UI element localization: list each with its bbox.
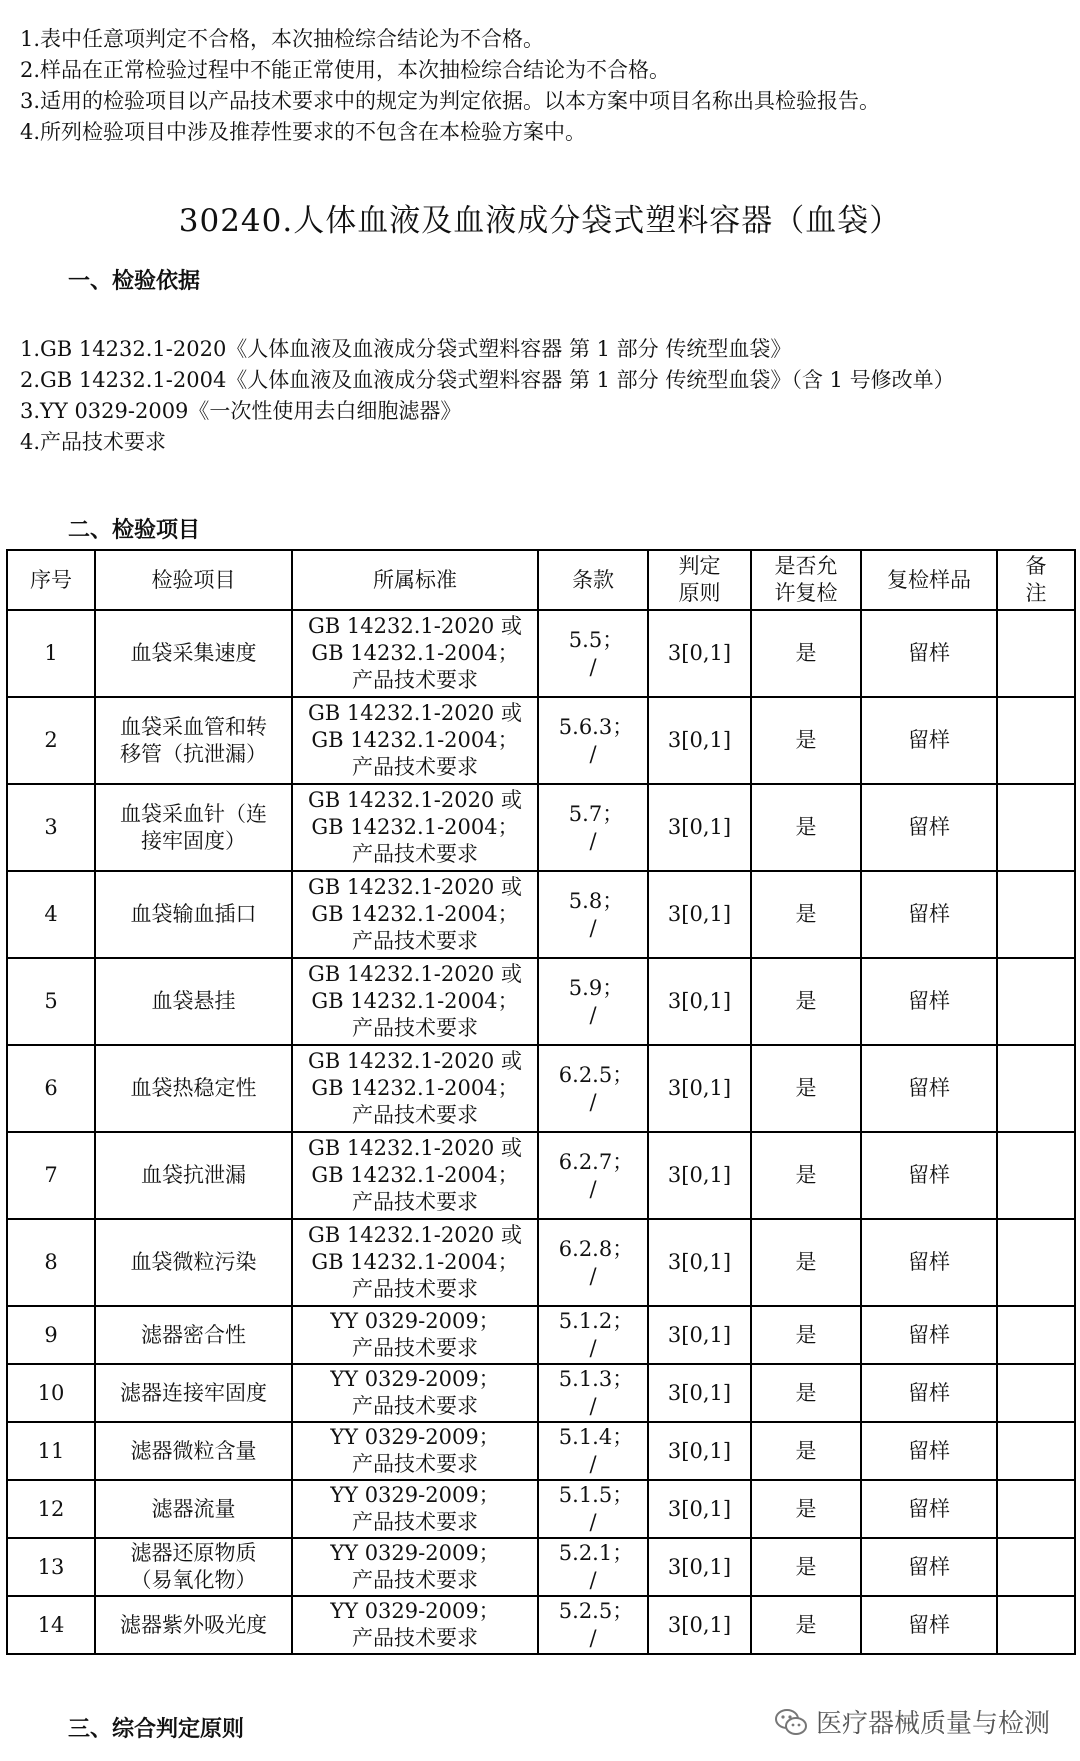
cell-sample: 留样 — [861, 1132, 997, 1219]
table-header-row — [7, 550, 1075, 610]
cell-standard-line: 产品技术要求 — [352, 1394, 478, 1418]
cell-clause-line: 6.2.5； — [558, 1062, 634, 1087]
table-row — [7, 1538, 1075, 1596]
cell-clause-line: 5.5； — [568, 627, 624, 652]
cell-principle: 3[0,1] — [648, 1219, 751, 1306]
header-text: 序号 — [30, 567, 72, 592]
cell-recheck: 是 — [751, 1596, 861, 1654]
cell-clause — [538, 1045, 648, 1132]
cell-standard-line: GB 14232.1-2020 或 — [308, 1136, 522, 1160]
cell-recheck: 是 — [751, 871, 861, 958]
cell-standard-line: GB 14232.1-2004； — [311, 1250, 519, 1274]
note-line: 4.所列检验项目中涉及推荐性要求的不包含在本检验方案中。 — [20, 120, 587, 144]
cell-recheck: 是 — [751, 697, 861, 784]
cell-clause-line: 5.2.5； — [558, 1599, 634, 1623]
notes-block — [20, 24, 1060, 148]
cell-standard-line: GB 14232.1-2004； — [311, 815, 519, 839]
cell-sample: 留样 — [861, 871, 997, 958]
cell-clause-line: / — [589, 1002, 597, 1027]
cell-clause — [538, 1132, 648, 1219]
header-item — [95, 550, 292, 610]
cell-standard-line: GB 14232.1-2020 或 — [308, 962, 522, 986]
cell-standard-line: 产品技术要求 — [352, 1016, 478, 1040]
cell-standard — [292, 1480, 538, 1538]
cell-sample: 留样 — [861, 610, 997, 697]
cell-sample: 留样 — [861, 1045, 997, 1132]
cell-remark — [997, 871, 1075, 958]
cell-standard-line: 产品技术要求 — [352, 842, 478, 866]
table-row — [7, 1422, 1075, 1480]
cell-item-line: 血袋采集速度 — [130, 641, 257, 665]
cell-clause — [538, 1422, 648, 1480]
cell-recheck: 是 — [751, 1364, 861, 1422]
cell-standard-line: GB 14232.1-2020 或 — [308, 701, 522, 725]
header-text: 条款 — [572, 567, 614, 592]
cell-item-line: 血袋采血管和转 — [120, 714, 267, 739]
cell-standard-line: 产品技术要求 — [352, 1277, 478, 1301]
basis-item: 4.产品技术要求 — [20, 430, 167, 454]
cell-sample: 留样 — [861, 1364, 997, 1422]
cell-clause-line: / — [589, 1336, 597, 1360]
cell-sample: 留样 — [861, 1538, 997, 1596]
cell-standard-line: 产品技术要求 — [352, 1190, 478, 1214]
table-row — [7, 958, 1075, 1045]
table-row — [7, 1596, 1075, 1654]
table-row — [7, 1480, 1075, 1538]
cell-item — [95, 1538, 292, 1596]
cell-standard-line: GB 14232.1-2020 或 — [308, 788, 522, 812]
wechat-icon — [774, 1707, 808, 1737]
cell-recheck: 是 — [751, 784, 861, 871]
cell-standard-line: 产品技术要求 — [352, 668, 478, 692]
cell-standard-line: 产品技术要求 — [352, 929, 478, 953]
cell-principle: 3[0,1] — [648, 697, 751, 784]
cell-no: 2 — [7, 697, 95, 784]
cell-standard-line: 产品技术要求 — [352, 755, 478, 779]
cell-item-line: 血袋热稳定性 — [130, 1076, 257, 1100]
cell-item — [95, 1364, 292, 1422]
cell-standard-line: YY 0329-2009； — [330, 1541, 500, 1565]
table-row — [7, 1219, 1075, 1306]
cell-item — [95, 1480, 292, 1538]
table-row — [7, 871, 1075, 958]
cell-clause — [538, 871, 648, 958]
cell-standard-line: 产品技术要求 — [352, 1568, 478, 1592]
cell-item-line: 滤器微粒含量 — [130, 1438, 257, 1463]
cell-principle: 3[0,1] — [648, 610, 751, 697]
cell-standard — [292, 1219, 538, 1306]
section-heading-items: 二、检验项目 — [68, 518, 201, 543]
cell-no: 5 — [7, 958, 95, 1045]
cell-principle: 3[0,1] — [648, 958, 751, 1045]
cell-clause-line: 5.6.3； — [558, 714, 634, 739]
cell-item — [95, 610, 292, 697]
cell-clause — [538, 610, 648, 697]
cell-no: 6 — [7, 1045, 95, 1132]
cell-item — [95, 1132, 292, 1219]
cell-clause-line: 6.2.8； — [558, 1236, 634, 1261]
cell-standard — [292, 1045, 538, 1132]
cell-item — [95, 958, 292, 1045]
cell-principle: 3[0,1] — [648, 784, 751, 871]
cell-clause-line: / — [589, 1510, 597, 1534]
cell-remark — [997, 1538, 1075, 1596]
cell-principle: 3[0,1] — [648, 1480, 751, 1538]
cell-clause — [538, 1596, 648, 1654]
cell-clause-line: / — [589, 1394, 597, 1418]
cell-item-line: 血袋微粒污染 — [130, 1250, 257, 1274]
cell-standard-line: GB 14232.1-2020 或 — [308, 614, 522, 638]
cell-item-line: （易氧化物） — [130, 1568, 257, 1592]
cell-item-line: 血袋采血针（连 — [120, 801, 267, 826]
cell-recheck: 是 — [751, 610, 861, 697]
cell-recheck: 是 — [751, 1538, 861, 1596]
cell-standard-line: GB 14232.1-2004； — [311, 728, 519, 752]
cell-item — [95, 697, 292, 784]
cell-standard-line: GB 14232.1-2004； — [311, 641, 519, 665]
header-standard — [292, 550, 538, 610]
cell-recheck: 是 — [751, 1045, 861, 1132]
cell-principle: 3[0,1] — [648, 871, 751, 958]
cell-no: 10 — [7, 1364, 95, 1422]
cell-no: 9 — [7, 1306, 95, 1364]
cell-no: 13 — [7, 1538, 95, 1596]
cell-clause-line: 5.1.2； — [558, 1309, 634, 1333]
cell-standard-line: GB 14232.1-2004； — [311, 1163, 519, 1187]
cell-sample: 留样 — [861, 958, 997, 1045]
cell-clause-line: / — [589, 1263, 597, 1288]
cell-remark — [997, 1364, 1075, 1422]
cell-clause-line: 5.1.4； — [558, 1425, 634, 1449]
cell-sample: 留样 — [861, 1219, 997, 1306]
cell-clause-line: 5.9； — [568, 975, 624, 1000]
cell-standard-line: GB 14232.1-2020 或 — [308, 875, 522, 899]
cell-clause — [538, 1538, 648, 1596]
cell-no: 7 — [7, 1132, 95, 1219]
cell-remark — [997, 1306, 1075, 1364]
cell-sample: 留样 — [861, 1306, 997, 1364]
cell-item-line: 移管（抗泄漏） — [120, 741, 267, 766]
cell-recheck: 是 — [751, 958, 861, 1045]
cell-standard — [292, 1596, 538, 1654]
note-line: 2.样品在正常检验过程中不能正常使用，本次抽检综合结论为不合格。 — [20, 58, 671, 82]
cell-clause-line: / — [589, 1626, 597, 1650]
cell-clause — [538, 958, 648, 1045]
cell-clause — [538, 784, 648, 871]
header-text: 判定 — [678, 554, 721, 578]
header-recheck — [751, 550, 861, 610]
cell-item-line: 血袋抗泄漏 — [141, 1163, 246, 1187]
cell-standard-line: 产品技术要求 — [352, 1510, 478, 1534]
table-row — [7, 1132, 1075, 1219]
cell-standard-line: YY 0329-2009； — [330, 1309, 500, 1333]
header-text: 是否允 — [774, 554, 838, 578]
cell-principle: 3[0,1] — [648, 1422, 751, 1480]
cell-clause-line: 5.7； — [568, 801, 624, 826]
cell-clause — [538, 1364, 648, 1422]
cell-standard-line: GB 14232.1-2020 或 — [308, 1223, 522, 1247]
header-no — [7, 550, 95, 610]
cell-item — [95, 871, 292, 958]
cell-standard — [292, 1538, 538, 1596]
cell-item-line: 滤器密合性 — [141, 1322, 246, 1347]
cell-remark — [997, 1132, 1075, 1219]
cell-standard-line: 产品技术要求 — [352, 1452, 478, 1476]
table-row — [7, 1306, 1075, 1364]
cell-item-line: 滤器连接牢固度 — [120, 1380, 267, 1405]
cell-standard-line: YY 0329-2009； — [330, 1425, 500, 1449]
cell-remark — [997, 958, 1075, 1045]
cell-standard-line: 产品技术要求 — [352, 1626, 478, 1650]
cell-standard-line: GB 14232.1-2004； — [311, 989, 519, 1013]
cell-standard-line: YY 0329-2009； — [330, 1599, 500, 1623]
table-row — [7, 1045, 1075, 1132]
cell-item — [95, 1219, 292, 1306]
cell-principle: 3[0,1] — [648, 1538, 751, 1596]
cell-recheck: 是 — [751, 1306, 861, 1364]
cell-sample: 留样 — [861, 1480, 997, 1538]
cell-no: 4 — [7, 871, 95, 958]
cell-no: 11 — [7, 1422, 95, 1480]
cell-clause — [538, 1219, 648, 1306]
header-remark — [997, 550, 1075, 610]
cell-remark — [997, 1422, 1075, 1480]
cell-clause-line: / — [589, 1089, 597, 1114]
cell-standard — [292, 1364, 538, 1422]
cell-standard — [292, 1306, 538, 1364]
cell-item-line: 接牢固度） — [141, 828, 246, 853]
cell-remark — [997, 1596, 1075, 1654]
cell-remark — [997, 784, 1075, 871]
cell-standard-line: YY 0329-2009； — [330, 1367, 500, 1391]
cell-standard-line: GB 14232.1-2020 或 — [308, 1049, 522, 1073]
cell-recheck: 是 — [751, 1422, 861, 1480]
cell-clause-line: / — [589, 654, 597, 679]
section-heading-basis: 一、检验依据 — [68, 269, 201, 294]
cell-remark — [997, 1045, 1075, 1132]
cell-standard — [292, 958, 538, 1045]
cell-clause-line: 5.1.5； — [558, 1483, 634, 1507]
cell-no: 14 — [7, 1596, 95, 1654]
cell-item — [95, 1422, 292, 1480]
cell-sample: 留样 — [861, 1596, 997, 1654]
cell-principle: 3[0,1] — [648, 1364, 751, 1422]
cell-clause — [538, 1306, 648, 1364]
cell-item-line: 滤器紫外吸光度 — [120, 1612, 267, 1637]
cell-standard — [292, 610, 538, 697]
cell-standard — [292, 784, 538, 871]
cell-clause-line: / — [589, 915, 597, 940]
cell-standard-line: 产品技术要求 — [352, 1336, 478, 1360]
cell-item — [95, 1306, 292, 1364]
cell-standard — [292, 1422, 538, 1480]
cell-sample: 留样 — [861, 784, 997, 871]
header-text: 原则 — [678, 581, 721, 605]
table-row — [7, 784, 1075, 871]
cell-standard — [292, 871, 538, 958]
cell-item — [95, 1596, 292, 1654]
cell-clause — [538, 697, 648, 784]
basis-list — [20, 334, 1070, 458]
header-text: 备 — [1025, 554, 1047, 578]
cell-clause-line: / — [589, 1176, 597, 1201]
cell-clause-line: 6.2.7； — [558, 1149, 634, 1174]
document-title: 30240.人体血液及血液成分袋式塑料容器（血袋） — [178, 203, 902, 239]
cell-clause-line: 5.8； — [568, 888, 624, 913]
cell-standard-line: GB 14232.1-2004； — [311, 902, 519, 926]
cell-clause-line: 5.1.3； — [558, 1367, 634, 1391]
cell-no: 12 — [7, 1480, 95, 1538]
cell-no: 3 — [7, 784, 95, 871]
cell-remark — [997, 610, 1075, 697]
cell-standard-line: YY 0329-2009； — [330, 1483, 500, 1507]
cell-clause-line: 5.2.1； — [558, 1541, 634, 1565]
basis-item: 2.GB 14232.1-2004《人体血液及血液成分袋式塑料容器 第 1 部分 传统型血袋》（含 1 号修改单） — [20, 368, 955, 392]
watermark — [774, 1703, 1050, 1740]
cell-principle: 3[0,1] — [648, 1045, 751, 1132]
cell-item — [95, 784, 292, 871]
cell-recheck: 是 — [751, 1132, 861, 1219]
cell-no: 1 — [7, 610, 95, 697]
cell-item-line: 血袋输血插口 — [130, 902, 257, 926]
cell-item-line: 滤器还原物质 — [130, 1541, 257, 1565]
cell-principle: 3[0,1] — [648, 1132, 751, 1219]
cell-clause-line: / — [589, 741, 597, 766]
watermark-text: 医疗器械质量与检测 — [815, 1709, 1050, 1739]
cell-standard — [292, 697, 538, 784]
header-text: 检验项目 — [151, 567, 236, 592]
cell-sample: 留样 — [861, 697, 997, 784]
header-text: 许复检 — [774, 581, 838, 605]
cell-item-line: 滤器流量 — [151, 1496, 236, 1521]
table-row — [7, 1364, 1075, 1422]
table-body — [7, 610, 1075, 1654]
note-line: 1.表中任意项判定不合格，本次抽检综合结论为不合格。 — [20, 27, 545, 51]
table-row — [7, 610, 1075, 697]
header-sample — [861, 550, 997, 610]
cell-recheck: 是 — [751, 1480, 861, 1538]
cell-remark — [997, 1219, 1075, 1306]
header-principle — [648, 550, 751, 610]
header-text: 注 — [1025, 581, 1047, 605]
header-clause — [538, 550, 648, 610]
header-text: 所属标准 — [373, 567, 457, 592]
cell-remark — [997, 1480, 1075, 1538]
cell-clause-line: / — [589, 1452, 597, 1476]
basis-item: 3.YY 0329-2009《一次性使用去白细胞滤器》 — [20, 399, 462, 423]
cell-standard-line: 产品技术要求 — [352, 1103, 478, 1127]
basis-item: 1.GB 14232.1-2020《人体血液及血液成分袋式塑料容器 第 1 部分 传统型血袋》 — [20, 337, 792, 361]
cell-item-line: 血袋悬挂 — [151, 989, 236, 1013]
cell-recheck: 是 — [751, 1219, 861, 1306]
inspection-items-table — [6, 549, 1076, 1655]
cell-standard — [292, 1132, 538, 1219]
table-row — [7, 697, 1075, 784]
cell-standard-line: GB 14232.1-2004； — [311, 1076, 519, 1100]
cell-clause-line: / — [589, 1568, 597, 1592]
cell-no: 8 — [7, 1219, 95, 1306]
cell-remark — [997, 697, 1075, 784]
cell-principle: 3[0,1] — [648, 1306, 751, 1364]
cell-sample: 留样 — [861, 1422, 997, 1480]
cell-item — [95, 1045, 292, 1132]
cell-clause — [538, 1480, 648, 1538]
note-line: 3.适用的检验项目以产品技术要求中的规定为判定依据。以本方案中项目名称出具检验报告。 — [20, 89, 881, 113]
cell-principle: 3[0,1] — [648, 1596, 751, 1654]
header-text: 复检样品 — [887, 567, 971, 592]
cell-clause-line: / — [589, 828, 597, 853]
section-heading-judgement: 三、综合判定原则 — [68, 1717, 245, 1742]
